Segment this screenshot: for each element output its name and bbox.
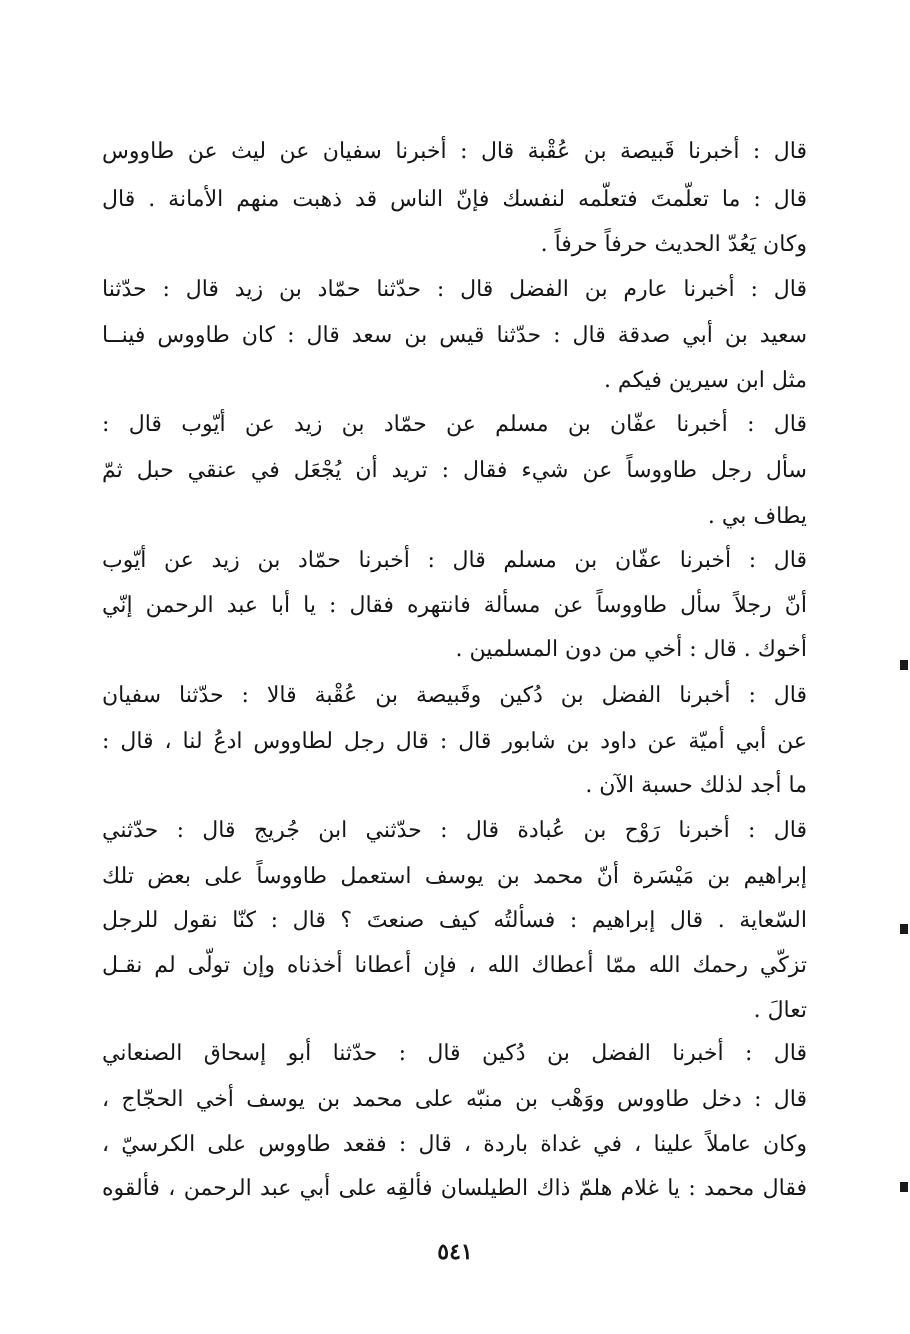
- text-line: قال : أخبرنا قَبيصة بن عُقْبة قال : أخبرنا سفيان عن ليث عن طاووس: [102, 139, 807, 164]
- page-number: ٥٤١: [437, 1239, 473, 1265]
- text-line: أخوك . قال : أخي من دون المسلمين .: [455, 637, 807, 662]
- margin-mark: [900, 660, 908, 670]
- text-line: تعالَ .: [753, 998, 807, 1023]
- text-line: سأل رجل طاووساً عن شيء فقال : تريد أن يُجْعَل في عنقي حبل ثمّ: [102, 458, 807, 483]
- text-line: تزكّي رحمك الله ممّا أعطاك الله ، فإن أعطانا أخذناه وإن تولّى لم نقـل: [102, 953, 807, 978]
- text-line: قال : أخبرنا الفضل بن دُكين قال : حدّثنا أبو إسحاق الصنعاني: [102, 1041, 807, 1066]
- text-line: سعيد بن أبي صدقة قال : حدّثنا قيس بن سعد قال : كان طاووس فينــا: [102, 323, 807, 348]
- text-line: السّعاية . قال إبراهيم : فسألتُه كيف صنعتَ ؟ قال : كنّا نقول للرجل: [102, 908, 807, 933]
- text-line: أنّ رجلاً سأل طاووساً عن مسألة فانتهره فقال : يا أبا عبد الرحمن إنّي: [102, 593, 807, 618]
- text-line: مثل ابن سيرين فيكم .: [603, 368, 807, 393]
- text-line: قال : أخبرنا الفضل بن دُكين وقَبيصة بن عُقْبة قالا : حدّثنا سفيان: [102, 683, 807, 708]
- text-line: ما أجد لذلك حسبة الآن .: [585, 773, 807, 798]
- margin-mark: [900, 1182, 908, 1192]
- text-line: عن أبي أميّة عن داود بن شابور قال : قال رجل لطاووس ادعُ لنا ، قال :: [102, 729, 807, 754]
- text-line: قال : أخبرنا عفّان بن مسلم عن حمّاد بن زيد عن أيّوب قال :: [102, 412, 807, 437]
- text-line: قال : أخبرنا عارم بن الفضل قال : حدّثنا حمّاد بن زيد قال : حدّثنا: [102, 277, 807, 302]
- text-line: قال : أخبرنا رَوْح بن عُبادة قال : حدّثني ابن جُريج قال : حدّثني: [102, 818, 807, 843]
- text-line: وكان يَعُدّ الحديث حرفاً حرفاً .: [540, 232, 807, 257]
- margin-mark: [900, 924, 908, 934]
- text-line: إبراهيم بن مَيْسَرة أنّ محمد بن يوسف استعمل طاووساً على بعض تلك: [102, 864, 807, 889]
- text-line: وكان عاملاً علينا ، في غداة باردة ، قال : فقعد طاووس على الكرسيّ ،: [102, 1132, 807, 1157]
- text-line: قال : دخل طاووس ووَهْب بن منبّه على محمد بن يوسف أخي الحجّاج ،: [102, 1087, 807, 1112]
- text-line: قال : أخبرنا عفّان بن مسلم قال : أخبرنا حمّاد بن زيد عن أيّوب: [102, 548, 807, 573]
- text-line: فقال محمد : يا غلام هلمّ ذاك الطيلسان فألقِه على أبي عبد الرحمن ، فألقوه: [102, 1176, 807, 1201]
- text-line: قال : ما تعلّمتَ فتعلّمه لنفسك فإنّ الناس قد ذهبت منهم الأمانة . قال: [102, 187, 807, 212]
- text-line: يطاف بي .: [707, 504, 807, 529]
